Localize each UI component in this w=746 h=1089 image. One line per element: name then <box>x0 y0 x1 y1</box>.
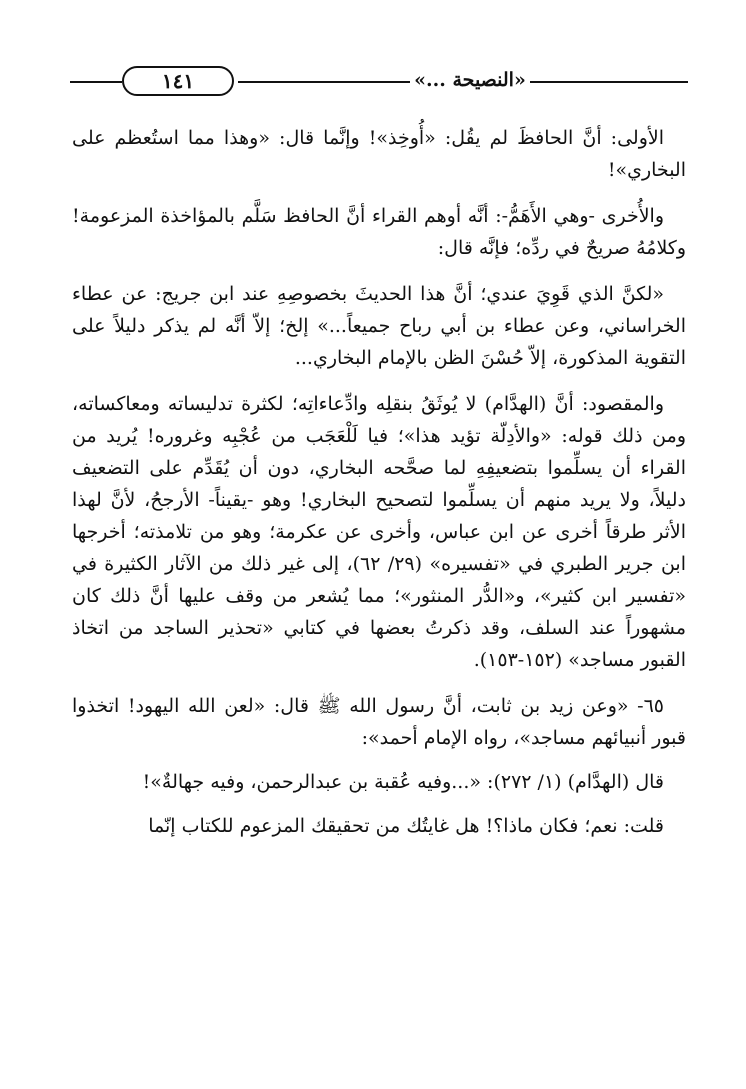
header-rule <box>530 81 688 83</box>
header-rule <box>70 81 122 83</box>
paragraph: «لكنَّ الذي قَوِيَ عندي؛ أنَّ هذا الحديثَ بخصوصِهِ عند ابن جريج: عن عطاء الخراساني، وعن عطاء بن أبي رباح جميعاً...» إلخ؛ إلاّ أنَّه لم يذكر دليلاً على التقوية المذكورة، إلاّ حُسْنَ الظن بالإمام البخاري... <box>72 283 686 369</box>
header-rule <box>238 81 410 83</box>
paragraph: قال (الهدَّام) (١/ ٢٧٢): «...وفيه عُقبة بن عبدالرحمن، وفيه جهالةٌ»! <box>142 771 664 793</box>
running-title: «النصيحة ...» <box>414 69 526 91</box>
page-header <box>70 62 688 102</box>
page-number: ١٤١ <box>122 66 234 96</box>
paragraph: الأولى: أنَّ الحافظَ لم يقُل: «أُوخِذ»! وإنَّما قال: «وهذا مما استُعظم على البخاري»! <box>72 127 686 181</box>
paragraph: والمقصود: أنَّ (الهدَّام) لا يُوثَقُ بنقلِه وادِّعاءاتِه؛ لكثرة تدليساته ومعاكساته، ومن ذلك قوله: «والأدِلّة تؤيد هذا»؛ فيا لَلْعَجَب من عُجْبِه وغروره! يُريد من القراء أن يسلِّموا بتضعيفِهِ لما صحَّحه البخاري، دون أن يُقَدِّم على التضعيف دليلاً، ولا يريد منهم أن يسلِّموا لتصحيح البخاري! وهو -يقيناً- الأرجحُ، لأنَّ لهذا الأثر طرقاً أخرى عن ابن عباس، وأخرى عن عكرمة؛ وهو من تلامذته؛ أخرجها ابن جرير الطبري في «تفسيره» (٢٩/ ٦٢)، إلى غير ذلك من الآثار الكثيرة في «تفسير ابن كثير»، و«الدُّر المنثور»؛ مما يُشعر من وقف عليها أنَّ ذلك كان مشهوراً عند السلف، وقد ذكرتُ بعضها في كتابي «تحذير الساجد من اتخاذ القبور مساجد» (١٥٢-١٥٣). <box>72 393 686 671</box>
paragraph: قلت: نعم؛ فكان ماذا؟! هل غايتُك من تحقيقك المزعوم للكتاب إنّما <box>148 815 664 837</box>
paragraph: ٦٥- «وعن زيد بن ثابت، أنَّ رسول الله ﷺ قال: «لعن الله اليهود! اتخذوا قبور أنبيائهم مساجد»، رواه الإمام أحمد»: <box>72 695 686 749</box>
paragraph: والأُخرى -وهي الأَهَمُّ-: أنَّه أوهم القراء أنَّ الحافظ سَلَّم بالمؤاخذة المزعومة! وكلامُهُ صريحٌ في ردِّه؛ فإنَّه قال: <box>72 205 686 259</box>
body-text <box>72 122 686 842</box>
